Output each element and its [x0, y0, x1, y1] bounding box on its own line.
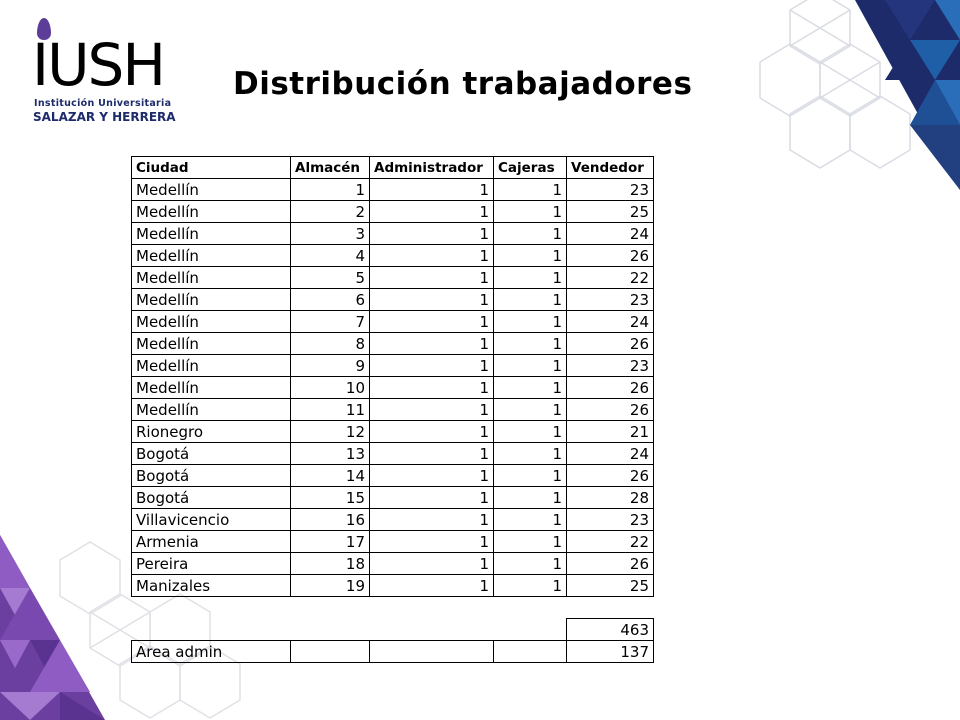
table-row [132, 311, 654, 333]
cell-administrador: 1 [370, 245, 494, 267]
header-vendedor: Vendedor [567, 157, 654, 179]
table-row [132, 201, 654, 223]
cell-ciudad: Medellín [132, 223, 291, 245]
cell-administrador: 1 [370, 201, 494, 223]
cell-almacen: 16 [291, 509, 370, 531]
logo-subtitle-line1: Institución Universitaria [34, 98, 172, 109]
cell-almacen: 8 [291, 333, 370, 355]
table-row [132, 531, 654, 553]
cell-vendedor: 26 [567, 333, 654, 355]
cell-administrador: 1 [370, 487, 494, 509]
cell-almacen: 3 [291, 223, 370, 245]
triangle-pattern-top-right [855, 0, 960, 190]
cell-almacen: 12 [291, 421, 370, 443]
table-row [132, 443, 654, 465]
cell-almacen: 13 [291, 443, 370, 465]
cell-ciudad: Medellín [132, 267, 291, 289]
cell-ciudad: Pereira [132, 553, 291, 575]
cell-cajeras: 1 [494, 465, 567, 487]
empty-cell [494, 641, 567, 663]
header-ciudad: Ciudad [132, 157, 291, 179]
iush-logo [30, 14, 190, 124]
cell-vendedor: 26 [567, 399, 654, 421]
cell-administrador: 1 [370, 377, 494, 399]
cell-ciudad: Manizales [132, 575, 291, 597]
total-vendedor-cell: 463 [567, 619, 654, 641]
cell-vendedor: 24 [567, 223, 654, 245]
page-title: Distribución trabajadores [233, 66, 693, 102]
cell-vendedor: 23 [567, 289, 654, 311]
cell-cajeras: 1 [494, 289, 567, 311]
cell-administrador: 1 [370, 465, 494, 487]
area-admin-value: 137 [567, 641, 654, 663]
cell-vendedor: 23 [567, 179, 654, 201]
cell-almacen: 9 [291, 355, 370, 377]
cell-cajeras: 1 [494, 179, 567, 201]
cell-administrador: 1 [370, 223, 494, 245]
cell-administrador: 1 [370, 421, 494, 443]
cell-vendedor: 26 [567, 553, 654, 575]
cell-administrador: 1 [370, 289, 494, 311]
cell-almacen: 15 [291, 487, 370, 509]
cell-vendedor: 24 [567, 443, 654, 465]
cell-cajeras: 1 [494, 487, 567, 509]
cell-vendedor: 21 [567, 421, 654, 443]
cell-administrador: 1 [370, 531, 494, 553]
cell-vendedor: 24 [567, 311, 654, 333]
cell-ciudad: Medellín [132, 355, 291, 377]
table-row [132, 223, 654, 245]
cell-vendedor: 26 [567, 377, 654, 399]
cell-ciudad: Bogotá [132, 465, 291, 487]
table-row [132, 465, 654, 487]
cell-ciudad: Rionegro [132, 421, 291, 443]
cell-vendedor: 22 [567, 267, 654, 289]
cell-ciudad: Medellín [132, 377, 291, 399]
table-row [132, 487, 654, 509]
cell-cajeras: 1 [494, 311, 567, 333]
cell-cajeras: 1 [494, 509, 567, 531]
cell-ciudad: Medellín [132, 399, 291, 421]
cell-almacen: 11 [291, 399, 370, 421]
cell-ciudad: Armenia [132, 531, 291, 553]
cell-ciudad: Bogotá [132, 487, 291, 509]
table-row [132, 179, 654, 201]
cell-cajeras: 1 [494, 223, 567, 245]
cell-almacen: 14 [291, 465, 370, 487]
cell-administrador: 1 [370, 355, 494, 377]
table-row [132, 355, 654, 377]
cell-vendedor: 23 [567, 355, 654, 377]
cell-administrador: 1 [370, 267, 494, 289]
cell-vendedor: 26 [567, 465, 654, 487]
empty-cell [291, 641, 370, 663]
table-header-row [132, 157, 654, 179]
workers-distribution-table [131, 156, 654, 663]
table-row [132, 421, 654, 443]
spacer-row [132, 597, 654, 619]
cell-cajeras: 1 [494, 575, 567, 597]
cell-administrador: 1 [370, 443, 494, 465]
cell-almacen: 10 [291, 377, 370, 399]
cell-cajeras: 1 [494, 267, 567, 289]
cell-vendedor: 22 [567, 531, 654, 553]
cell-vendedor: 23 [567, 509, 654, 531]
table-row [132, 267, 654, 289]
total-row [132, 619, 654, 641]
cell-vendedor: 25 [567, 575, 654, 597]
table-row [132, 553, 654, 575]
cell-administrador: 1 [370, 575, 494, 597]
cell-administrador: 1 [370, 399, 494, 421]
table-row [132, 377, 654, 399]
cell-almacen: 6 [291, 289, 370, 311]
logo-subtitle-line2: SALAZAR Y HERRERA [33, 110, 176, 124]
cell-cajeras: 1 [494, 245, 567, 267]
cell-ciudad: Medellín [132, 311, 291, 333]
cell-ciudad: Bogotá [132, 443, 291, 465]
cell-almacen: 7 [291, 311, 370, 333]
table-row [132, 575, 654, 597]
cell-administrador: 1 [370, 509, 494, 531]
cell-administrador: 1 [370, 553, 494, 575]
cell-ciudad: Medellín [132, 289, 291, 311]
cell-vendedor: 25 [567, 201, 654, 223]
cell-ciudad: Medellín [132, 201, 291, 223]
cell-almacen: 17 [291, 531, 370, 553]
cell-almacen: 18 [291, 553, 370, 575]
table-row [132, 245, 654, 267]
cell-cajeras: 1 [494, 201, 567, 223]
cell-vendedor: 26 [567, 245, 654, 267]
cell-ciudad: Medellín [132, 245, 291, 267]
cell-cajeras: 1 [494, 531, 567, 553]
cell-cajeras: 1 [494, 333, 567, 355]
cell-ciudad: Medellín [132, 179, 291, 201]
header-cajeras: Cajeras [494, 157, 567, 179]
cell-cajeras: 1 [494, 421, 567, 443]
table-row [132, 333, 654, 355]
table-row [132, 399, 654, 421]
cell-ciudad: Villavicencio [132, 509, 291, 531]
area-admin-row [132, 641, 654, 663]
cell-ciudad: Medellín [132, 333, 291, 355]
cell-almacen: 5 [291, 267, 370, 289]
cell-administrador: 1 [370, 333, 494, 355]
cell-cajeras: 1 [494, 399, 567, 421]
cell-cajeras: 1 [494, 443, 567, 465]
cell-almacen: 2 [291, 201, 370, 223]
logo-wordmark: IUSH [32, 31, 164, 99]
header-administrador: Administrador [370, 157, 494, 179]
table-row [132, 509, 654, 531]
cell-vendedor: 28 [567, 487, 654, 509]
cell-administrador: 1 [370, 311, 494, 333]
cell-almacen: 4 [291, 245, 370, 267]
area-admin-label: Area admin [132, 641, 291, 663]
cell-cajeras: 1 [494, 355, 567, 377]
cell-administrador: 1 [370, 179, 494, 201]
table-row [132, 289, 654, 311]
cell-cajeras: 1 [494, 377, 567, 399]
empty-cell [370, 641, 494, 663]
cell-cajeras: 1 [494, 553, 567, 575]
cell-almacen: 19 [291, 575, 370, 597]
header-almacen: Almacén [291, 157, 370, 179]
cell-almacen: 1 [291, 179, 370, 201]
